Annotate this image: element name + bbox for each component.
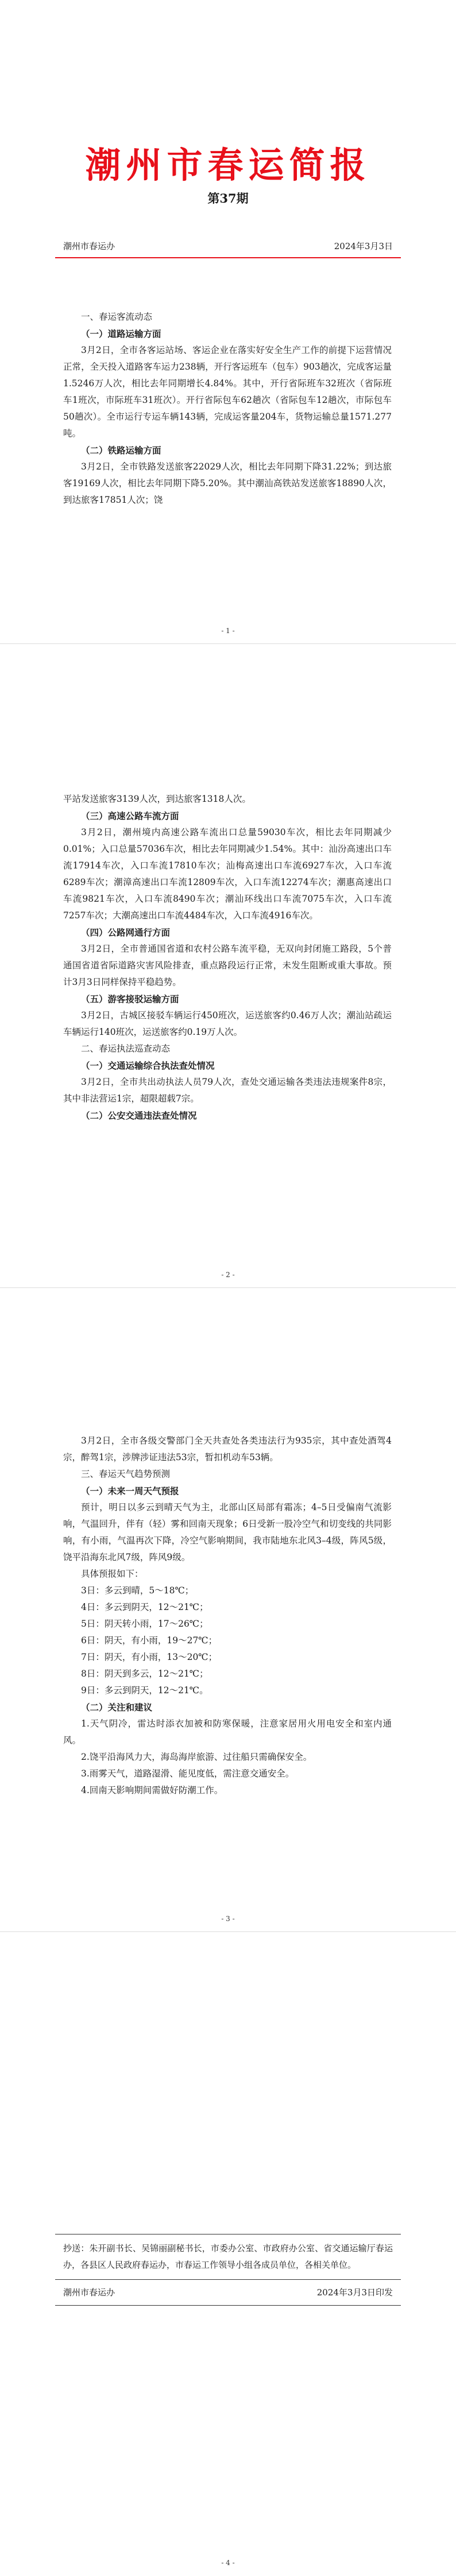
paragraph: 具体预报如下：	[81, 1569, 144, 1579]
section-heading: 一、春运客流动态	[81, 312, 153, 322]
print-info	[55, 2280, 401, 2305]
page-number: - 3 -	[221, 1915, 235, 1923]
subsection-heading: （一）道路运输方面	[81, 328, 161, 339]
suggestion-item: 2.饶平沿海风力大，海岛海岸旅游、过往船只需确保安全。	[81, 1752, 312, 1762]
paragraph: 3月2日，全市铁路发送旅客22029人次，相比去年同期下降31.22%；到达旅客19169人次，相比去年同期下降5.20%。其中潮汕高铁站发送旅客18890人次，到达旅客17851人次；饶	[63, 461, 392, 505]
paragraph: 3月2日，全市共出动执法人员79人次，查处交通运输各类违法违规案件8宗，其中非法营运1宗，超限超载7宗。	[63, 1077, 392, 1104]
page-3	[0, 1288, 456, 1932]
paragraph: 预计，明日以多云到晴天气为主，北部山区局部有霜冻；4–5日受偏南气流影响，气温回升，伴有（轻）雾和回南天现象；6日受新一股冷空气和切变线的共同影响，有小雨，气温再次下降，冷空气影响期间，我市陆地东北风3–4级，阵风5级，饶平沿海东北风7级，阵风9级。	[63, 1502, 392, 1562]
paragraph: 3月2日，古城区接驳车辆运行450班次，运送旅客约0.46万人次；潮汕站疏运车辆运行140班次，运送旅客约0.19万人次。	[63, 1010, 392, 1037]
subsection-heading: （一）交通运输综合执法查处情况	[81, 1060, 215, 1071]
page-1	[0, 0, 456, 644]
forecast-line: 7日：阴天，有小雨，13～20℃；	[81, 1652, 218, 1662]
forecast-line: 9日：多云到阴天，12～21℃。	[81, 1685, 208, 1696]
subsection-heading: （二）铁路运输方面	[81, 445, 161, 456]
issuing-org: 潮州市春运办	[63, 241, 115, 251]
page-3-body	[63, 1433, 392, 1799]
paragraph: 3月2日，全市各级交警部门全天共查处各类违法行为935宗，其中查处酒驾4宗，醉驾1宗，涉牌涉证违法53宗，暂扣机动车53辆。	[63, 1436, 392, 1462]
page-number: - 2 -	[221, 1271, 235, 1279]
print-date: 2024年3月3日印发	[316, 2287, 393, 2298]
cc-list: 抄送：朱开副书长、吴锦丽副秘书长，市委办公室、市政府办公室、省交通运输厅春运办，各县区人民政府春运办，市春运工作领导小组各成员单位，各相关单位。	[63, 2243, 393, 2270]
print-org: 潮州市春运办	[63, 2287, 115, 2298]
subsection-heading: （三）高速公路车流方面	[81, 810, 179, 821]
subsection-heading: （五）游客接驳运输方面	[81, 994, 179, 1004]
page-number: - 1 -	[221, 627, 235, 635]
suggestion-item: 4.回南天影响期间需做好防潮工作。	[81, 1785, 223, 1795]
page-1-body	[63, 309, 392, 509]
forecast-line: 6日：阴天，有小雨，19～27℃；	[81, 1635, 218, 1646]
forecast-line: 5日：阴天转小雨，17～26℃；	[81, 1619, 208, 1629]
suggestion-item: 1.天气阴冷，雷达时添衣加被和防寒保暖，注意家居用火用电安全和室内通风。	[63, 1718, 392, 1745]
forecast-line: 8日：阴天到多云，12～21℃；	[81, 1669, 208, 1679]
issue-date: 2024年3月3日	[334, 241, 393, 251]
paragraph: 3月2日，潮州境内高速公路车流出口总量59030车次，相比去年同期减少0.01%；入口总量57036车次，相比去年同期减少1.54%。其中：汕汾高速出口车流17914车次，入口车流17810车次；汕梅高速出口车流6927车次，入口车流6289车次；潮漳高速出口车流12809车次，入口车流12274车次；潮惠高速出口车流9821车次，入口车流8490车次；潮汕环线出口车流7075车次，入口车流7257车次；大潮高速出口车流4484车次，入口车流4916车次。	[63, 827, 392, 921]
issue-number: 第37期	[207, 191, 249, 205]
subsection-heading: （二）关注和建议	[81, 1702, 153, 1713]
red-divider	[55, 257, 401, 258]
subsection-heading: （一）未来一周天气预报	[81, 1485, 179, 1496]
page-number: - 4 -	[221, 2559, 235, 2567]
page-2-body	[63, 791, 392, 1124]
footer-rule-bottom	[55, 2305, 401, 2306]
paragraph: 平站发送旅客3139人次，到达旅客1318人次。	[63, 794, 251, 804]
suggestion-item: 3.雨雾天气，道路湿滑、能见度低，需注意交通安全。	[81, 1768, 295, 1779]
forecast-line: 4日：多云到阴天，12～21℃；	[81, 1602, 208, 1612]
subsection-heading: （二）公安交通违法查处情况	[81, 1110, 197, 1121]
subsection-heading: （四）公路网通行方面	[81, 927, 171, 938]
section-heading: 二、春运执法巡查动态	[81, 1043, 171, 1054]
page-2	[0, 644, 456, 1288]
distribution-block	[55, 2234, 401, 2306]
forecast-line: 3日：多云到晴，5～18℃；	[81, 1585, 194, 1596]
section-heading: 三、春运天气趋势预测	[81, 1469, 171, 1479]
paragraph: 3月2日，全市普通国省道和农村公路车流平稳，无双向封闭施工路段，5个普通国省道省际道路灾害风险排查，重点路段运行正常，未发生阻断或重大事故。预计3月3日同样保持平稳趋势。	[63, 944, 392, 987]
bulletin-title: 潮州市春运简报	[85, 144, 371, 186]
paragraph: 3月2日，全市各客运站场、客运企业在落实好安全生产工作的前提下运营情况正常，全天投入道路客车运力238辆，开行客运班车（包车）903趟次，完成客运量1.5246万人次，相比去年同期增长4.84%。其中，开行省际班车32班次（省际班车1班次，市际班车31班次）。开行省际包车62趟次（省际包车12趟次，市际包车50趟次）。全市运行专运车辆143辆，完成运客量204车，货物运输总量1571.277吨。	[63, 345, 392, 439]
